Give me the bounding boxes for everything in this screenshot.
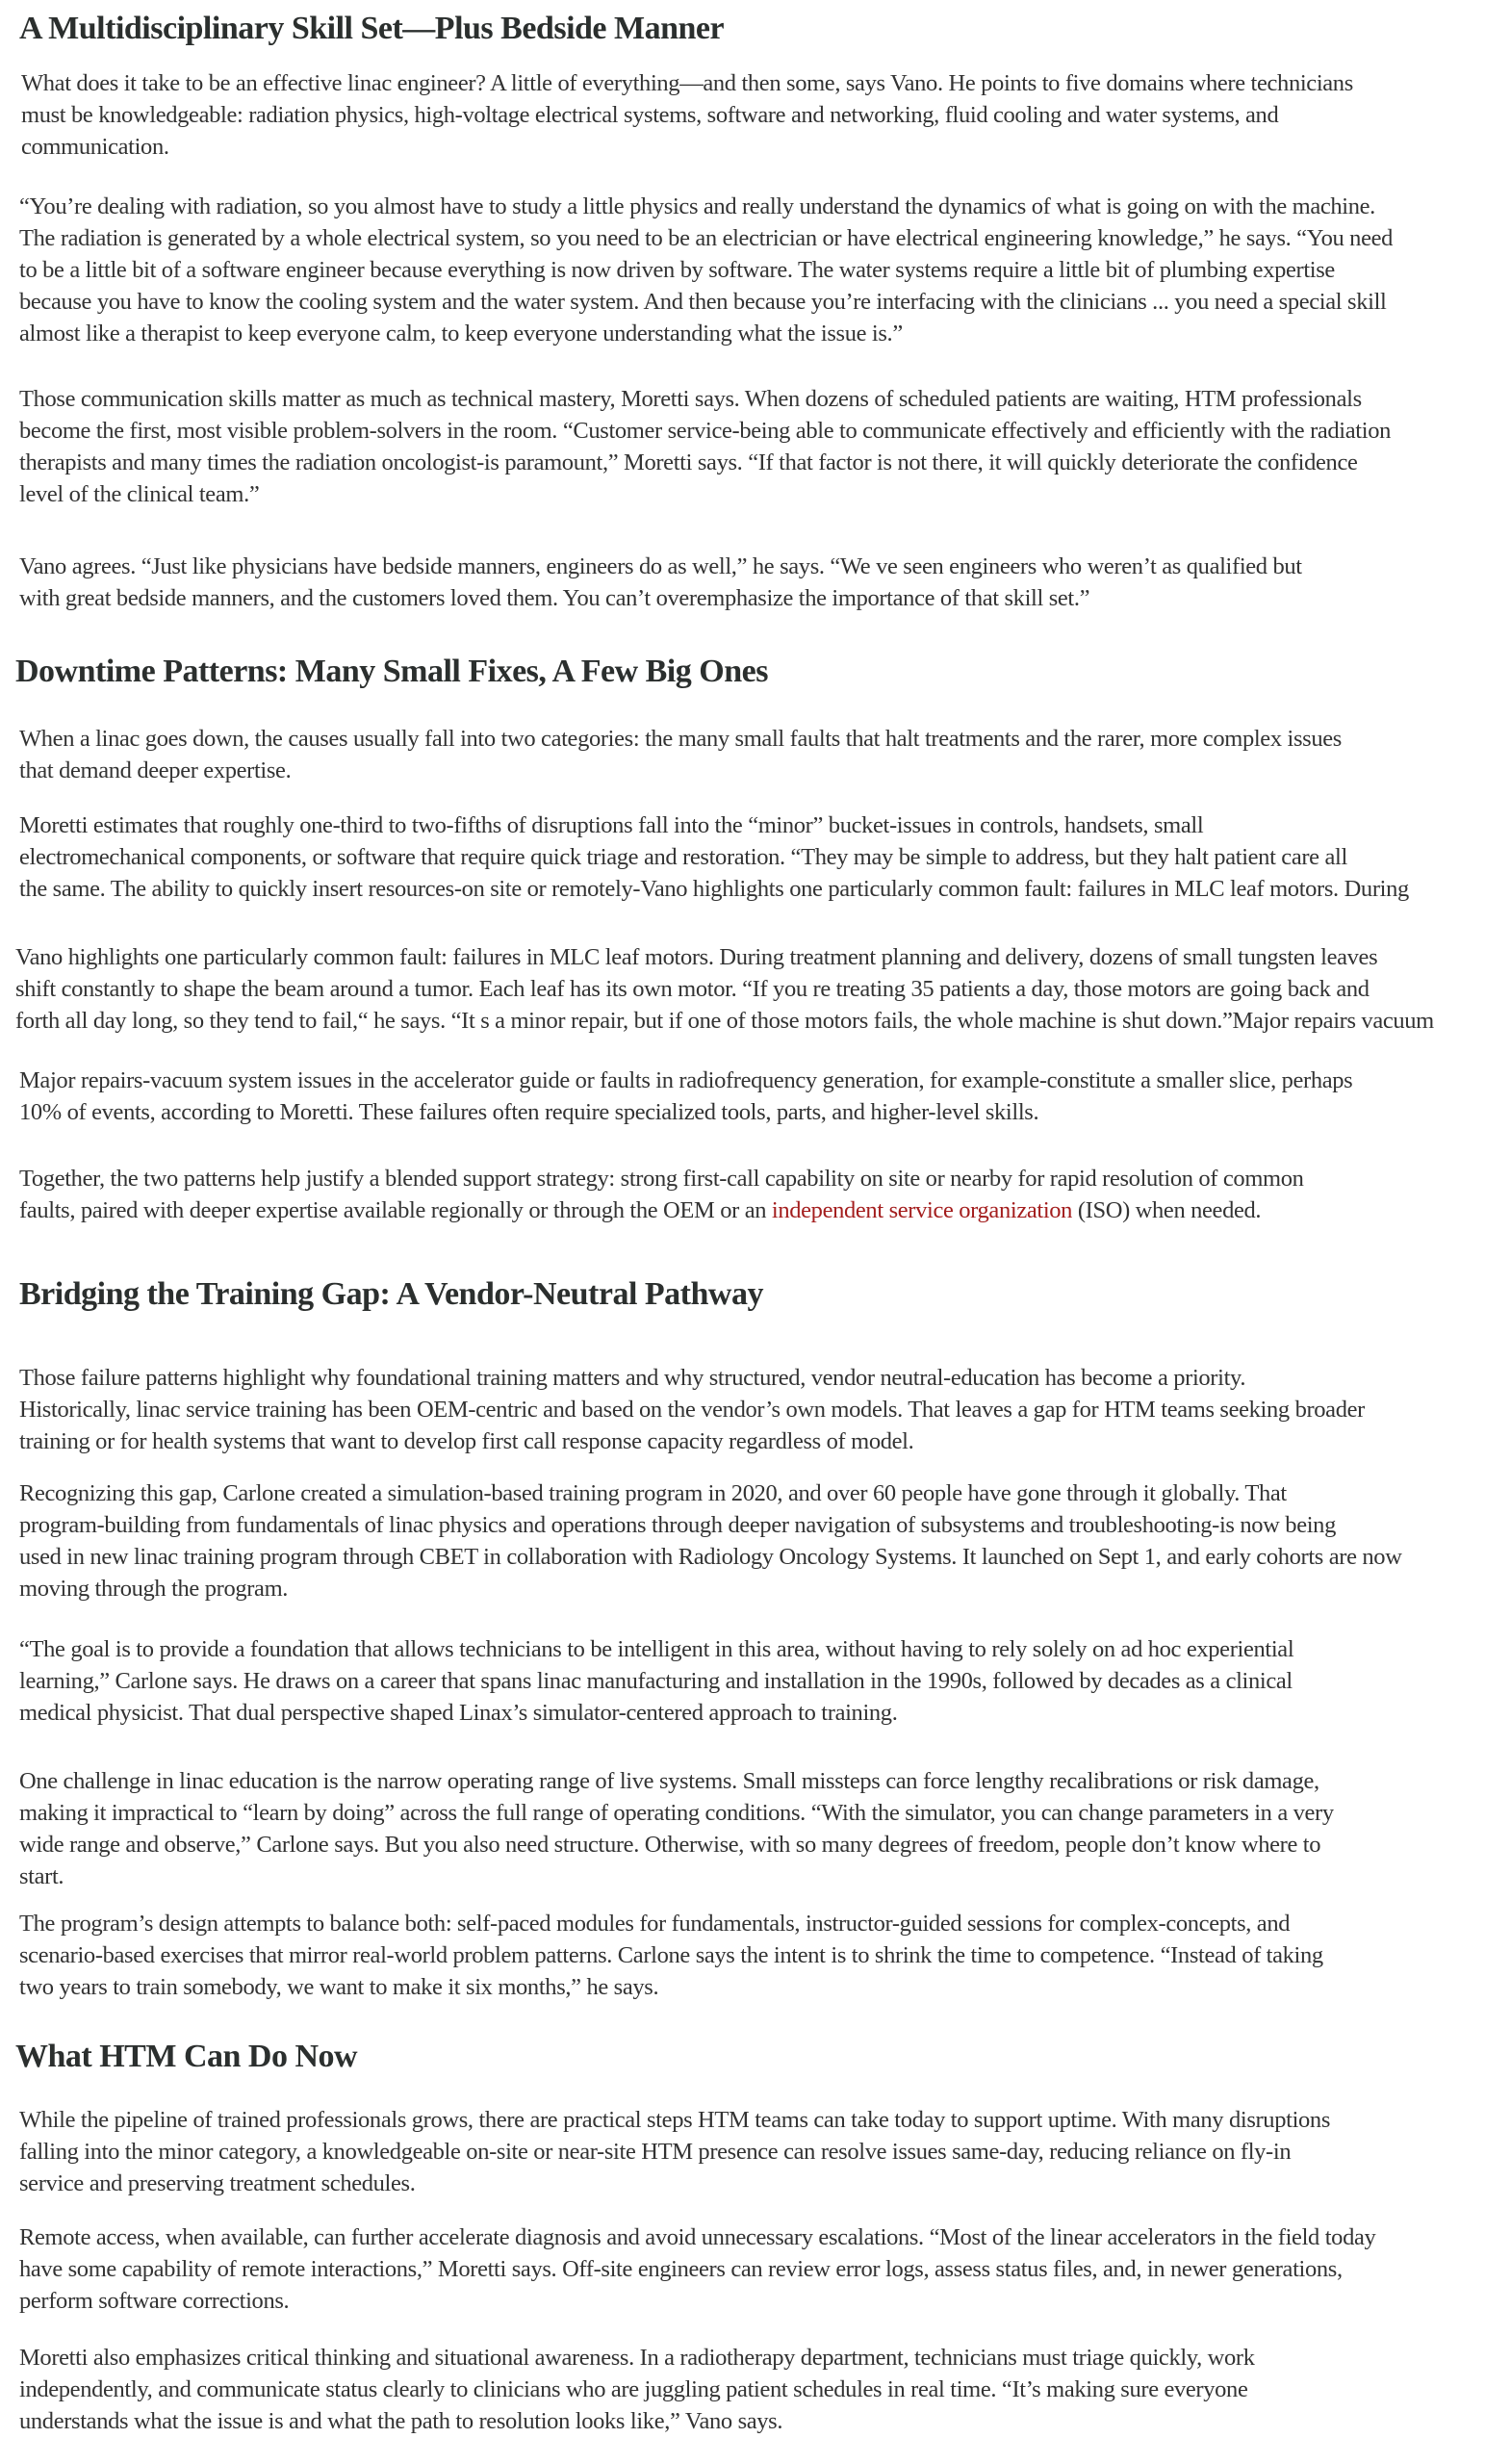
paragraph-line: communication. <box>21 134 169 160</box>
paragraph-line: What does it take to be an effective linac engineer? A little of everything—and then some, says Vano. He points to five domains where technicians <box>21 70 1353 96</box>
paragraph-line: Vano highlights one particularly common fault: failures in MLC leaf motors. During treatment planning and delivery, dozens of small tungsten leaves <box>15 944 1378 970</box>
paragraph <box>19 383 1485 510</box>
section-heading: A Multidisciplinary Skill Set—Plus Bedside Manner <box>19 11 725 46</box>
paragraph-line: to be a little bit of a software engineer because everything is now driven by software. The water systems require a little bit of plumbing expertise <box>19 257 1335 283</box>
paragraph-line: The radiation is generated by a whole electrical system, so you need to be an electrician or have electrical engineering knowledge,” he says. “You need <box>19 225 1394 251</box>
paragraph-line: have some capability of remote interactions,” Moretti says. Off-site engineers can review error logs, assess status files, and, in newer generations, <box>19 2256 1343 2282</box>
paragraph-line: independently, and communicate status clearly to clinicians who are juggling patient schedules in real time. “It’s making sure everyone <box>19 2376 1248 2402</box>
paragraph-line: Major repairs-vacuum system issues in the accelerator guide or faults in radiofrequency generation, for example-constitute a smaller slice, perhaps <box>19 1067 1353 1093</box>
independent-service-organization-link[interactable]: independent service organization <box>771 1197 1073 1223</box>
paragraph-line: learning,” Carlone says. He draws on a career that spans linac manufacturing and installation in the 1990s, followed by decades as a clinical <box>19 1668 1293 1694</box>
paragraph <box>15 941 1485 1037</box>
paragraph-line: scenario-based exercises that mirror real-world problem patterns. Carlone says the intent is to shrink the time to competence. “Instead of taking <box>19 1942 1323 1968</box>
paragraph-line: Those failure patterns highlight why foundational training matters and why structured, vendor neutral-education has become a priority. <box>19 1365 1246 1391</box>
paragraph-line: level of the clinical team.” <box>19 481 260 507</box>
paragraph-line: shift constantly to shape the beam around a tumor. Each leaf has its own motor. “If you re treating 35 patients a day, those motors are going back and <box>15 976 1370 1002</box>
paragraph-line: become the first, most visible problem-solvers in the room. “Customer service-being able to communicate effectively and efficiently with the radiation <box>19 418 1392 444</box>
paragraph-line: that demand deeper expertise. <box>19 757 292 783</box>
paragraph-line: the same. The ability to quickly insert resources-on site or remotely-Vano highlights one particularly common fault: failures in MLC leaf motors. During <box>19 876 1409 902</box>
paragraph-line: Recognizing this gap, Carlone created a simulation-based training program in 2020, and over 60 people have gone through it globally. That <box>19 1480 1287 1506</box>
text-segment: faults, paired with deeper expertise available regionally or through the OEM or an <box>19 1197 772 1223</box>
paragraph <box>19 1477 1485 1604</box>
paragraph-line: must be knowledgeable: radiation physics, high-voltage electrical systems, software and networking, fluid cooling and water systems, and <box>21 102 1279 128</box>
paragraph-line: One challenge in linac education is the narrow operating range of live systems. Small missteps can force lengthy recalibrations or risk damage, <box>19 1768 1319 1794</box>
paragraph-line: training or for health systems that want to develop first call response capacity regardless of model. <box>19 1428 914 1454</box>
paragraph-line: Historically, linac service training has been OEM-centric and based on the vendor’s own models. That leaves a gap for HTM teams seeking broader <box>19 1397 1365 1423</box>
paragraph-line: 10% of events, according to Moretti. These failures often require specialized tools, parts, and higher-level skills. <box>19 1099 1039 1125</box>
paragraph-line: falling into the minor category, a knowledgeable on-site or near-site HTM presence can resolve issues same-day, reducing reliance on fly-in <box>19 2139 1292 2165</box>
paragraph-line: When a linac goes down, the causes usually fall into two categories: the many small faults that halt treatments and the rarer, more complex issues <box>19 726 1342 752</box>
paragraph-line: Moretti estimates that roughly one-third to two-fifths of disruptions fall into the “minor” bucket-issues in controls, handsets, small <box>19 812 1204 838</box>
paragraph <box>19 551 1485 614</box>
paragraph-line: electromechanical components, or software that require quick triage and restoration. “They may be simple to address, but they halt patient care all <box>19 844 1347 870</box>
paragraph-line: because you have to know the cooling system and the water system. And then because you’re interfacing with the clinicians ... you need a special skill <box>19 289 1387 315</box>
paragraph-line: start. <box>19 1863 64 1889</box>
paragraph <box>19 1908 1485 2003</box>
paragraph <box>19 723 1485 786</box>
paragraph <box>19 191 1485 349</box>
paragraph-line: medical physicist. That dual perspective shaped Linax’s simulator-centered approach to training. <box>19 1700 898 1726</box>
paragraph-line: The program’s design attempts to balance both: self-paced modules for fundamentals, instructor-guided sessions for complex-concepts, and <box>19 1911 1291 1937</box>
paragraph-line: making it impractical to “learn by doing” across the full range of operating conditions. “With the simulator, you can change parameters in a very <box>19 1800 1334 1826</box>
paragraph-line: almost like a therapist to keep everyone calm, to keep everyone understanding what the issue is.” <box>19 321 903 346</box>
paragraph-line: Vano agrees. “Just like physicians have bedside manners, engineers do as well,” he says. “We ve seen engineers who weren’t as qualified but <box>19 553 1302 579</box>
paragraph-line: “You’re dealing with radiation, so you almost have to study a little physics and really understand the dynamics of what is going on with the machine. <box>19 193 1375 219</box>
paragraph-line: While the pipeline of trained professionals grows, there are practical steps HTM teams can take today to support uptime. With many disruptions <box>19 2107 1331 2133</box>
paragraph-line: Remote access, when available, can further accelerate diagnosis and avoid unnecessary escalations. “Most of the linear accelerators in the field today <box>19 2224 1376 2250</box>
text-segment: (ISO) when needed. <box>1072 1197 1262 1223</box>
paragraph-line: wide range and observe,” Carlone says. But you also need structure. Otherwise, with so many degrees of freedom, people don’t know where to <box>19 1832 1321 1858</box>
paragraph-line: Those communication skills matter as much as technical mastery, Moretti says. When dozens of scheduled patients are waiting, HTM professionals <box>19 386 1362 412</box>
paragraph <box>19 1362 1485 1457</box>
paragraph-line <box>19 1194 1485 1226</box>
paragraph-line: service and preserving treatment schedules. <box>19 2170 416 2196</box>
paragraph-line: perform software corrections. <box>19 2288 290 2314</box>
paragraph-line: two years to train somebody, we want to make it six months,” he says. <box>19 1974 659 2000</box>
paragraph-line: with great bedside manners, and the customers loved them. You can’t overemphasize the importance of that skill set.” <box>19 585 1090 611</box>
paragraph-line: moving through the program. <box>19 1576 289 1602</box>
paragraph-line: program-building from fundamentals of linac physics and operations through deeper navigation of subsystems and troubleshooting-is now being <box>19 1512 1336 1538</box>
paragraph-line: Together, the two patterns help justify a blended support strategy: strong first-call capability on site or nearby for rapid resolution of common <box>19 1166 1304 1192</box>
section-heading: Bridging the Training Gap: A Vendor-Neutral Pathway <box>19 1276 763 1312</box>
paragraph <box>19 2104 1485 2199</box>
paragraph-line: used in new linac training program through CBET in collaboration with Radiology Oncology Systems. It launched on Sept 1, and early cohorts are now <box>19 1544 1402 1570</box>
paragraph <box>19 2342 1485 2437</box>
section-heading: What HTM Can Do Now <box>15 2039 358 2074</box>
paragraph-line: understands what the issue is and what the path to resolution looks like,” Vano says. <box>19 2408 783 2434</box>
paragraph-line: “The goal is to provide a foundation that allows technicians to be intelligent in this area, without having to rely solely on ad hoc experiential <box>19 1636 1294 1662</box>
paragraph <box>19 1765 1485 1892</box>
section-heading: Downtime Patterns: Many Small Fixes, A Few Big Ones <box>15 654 768 689</box>
paragraph <box>19 2221 1485 2317</box>
paragraph <box>19 809 1485 905</box>
paragraph-line: forth all day long, so they tend to fail,“ he says. “It s a minor repair, but if one of those motors fails, the whole machine is shut down.”Major repairs vacuum <box>15 1008 1434 1034</box>
paragraph <box>19 1163 1485 1226</box>
paragraph <box>19 1065 1485 1128</box>
paragraph <box>19 1633 1485 1729</box>
paragraph <box>21 67 1485 163</box>
paragraph-line: therapists and many times the radiation oncologist-is paramount,” Moretti says. “If that factor is not there, it will quickly deteriorate the confidence <box>19 449 1358 475</box>
paragraph-line: Moretti also emphasizes critical thinking and situational awareness. In a radiotherapy department, technicians must triage quickly, work <box>19 2345 1255 2371</box>
